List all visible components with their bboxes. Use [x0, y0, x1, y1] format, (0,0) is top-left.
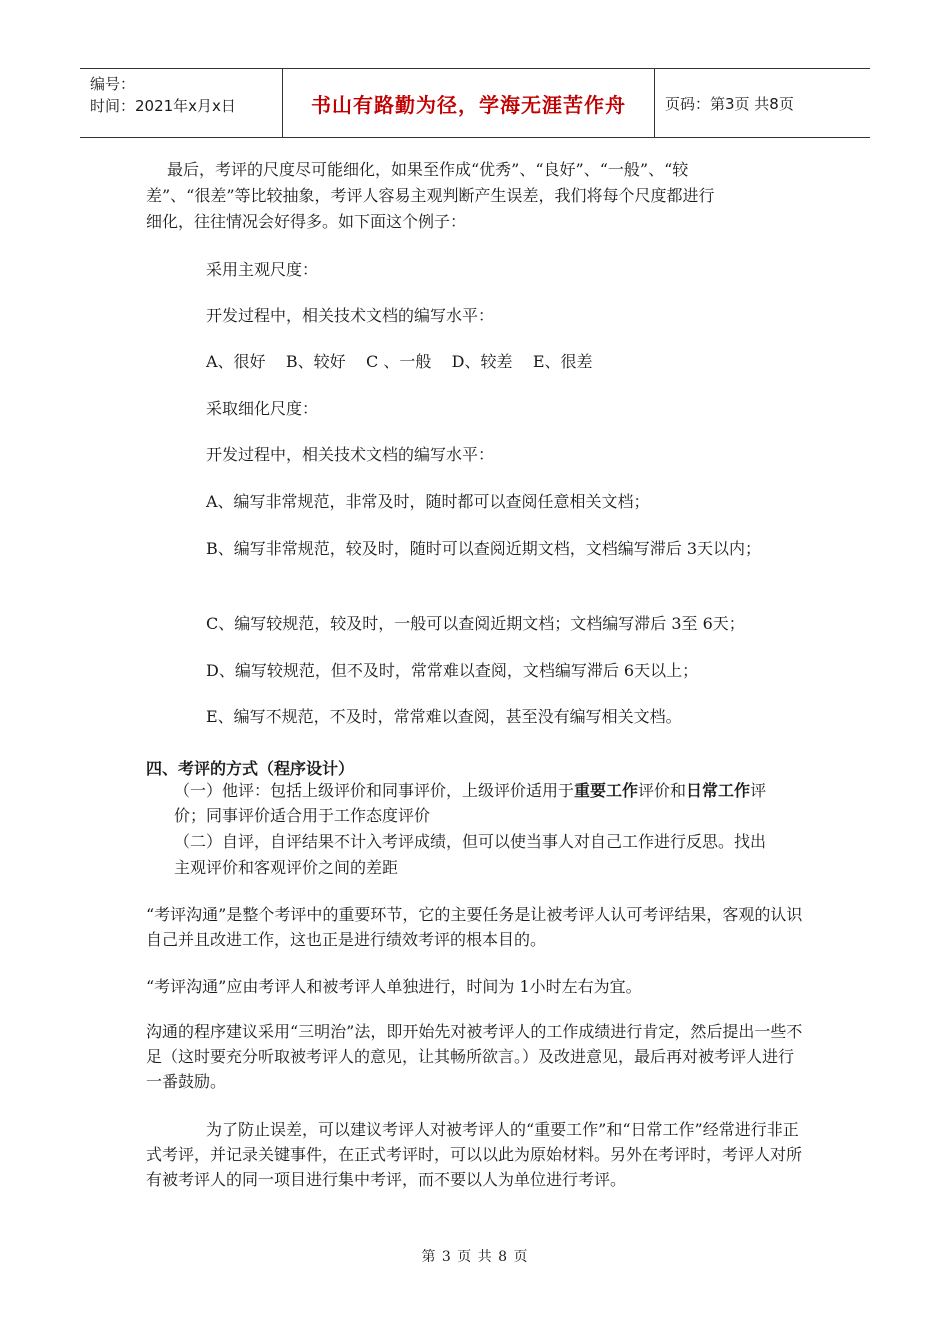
subjective-options: A、很好 B、较好 C 、一般 D、较差 E、很差	[206, 352, 593, 371]
intro-line-2: 差”、“很差”等比较抽象，考评人容易主观判断产生误差，我们将每个尺度都进行	[146, 186, 715, 205]
method-item-2-line-2: 主观评价和客观评价之间的差距	[174, 858, 399, 877]
header-page-label: 页码：第3页 共8页	[665, 94, 794, 113]
section-4-heading: 四、考评的方式（程序设计）	[146, 759, 355, 778]
refined-option-c: C、编写较规范，较及时，一般可以查阅近期文档；文档编写滞后 3至 6天；	[206, 614, 745, 633]
refined-option-b: B、编写非常规范，较及时，随时可以查阅近期文档，文档编写滞后 3天以内；	[206, 539, 762, 558]
refined-scale-title: 采取细化尺度：	[206, 399, 319, 418]
refined-option-d: D、编写较规范，但不及时，常常难以查阅，文档编写滞后 6天以上；	[206, 661, 699, 680]
method-item-1-line-2: 价；同事评价适合用于工作态度评价	[174, 806, 431, 825]
page-header	[80, 68, 870, 138]
header-motto: 书山有路勤为径，学海无涯苦作舟	[282, 69, 655, 137]
page-footer: 第 3 页 共 8 页	[421, 1249, 529, 1265]
question-1: 开发过程中，相关技术文档的编写水平：	[206, 306, 495, 325]
method-item-2-line-1: （二）自评，自评结果不计入考评成绩，但可以使当事人对自己工作进行反思。找出	[174, 832, 767, 851]
communication-paragraph-4: 为了防止误差，可以建议考评人对被考评人的“重要工作”和“日常工作”经常进行非正式考评，并记录关键事件，在正式考评时，可以以此为原始材料。另外在考评时，考评人对所有被考评人的同一项目进行集中考评，而不要以人为单位进行考评。	[146, 1120, 803, 1189]
question-2: 开发过程中，相关技术文档的编写水平：	[206, 445, 495, 464]
header-number: 编号：	[90, 75, 136, 93]
subjective-scale-title: 采用主观尺度：	[206, 260, 319, 279]
intro-line-1: 最后，考评的尺度尽可能细化，如果至作成“优秀”、“良好”、“一般”、“较	[167, 160, 689, 179]
communication-paragraph-2: “考评沟通”应由考评人和被考评人单独进行，时间为 1小时左右为宜。	[146, 977, 642, 996]
intro-line-3: 细化，往往情况会好得多。如下面这个例子：	[146, 212, 467, 231]
method-item-1-line-1: （一）他评：包括上级评价和同事评价，上级评价适用于重要工作评价和日常工作评	[174, 781, 767, 800]
refined-option-a: A、编写非常规范，非常及时，随时都可以查阅任意相关文档；	[206, 492, 650, 511]
header-meta	[80, 69, 282, 137]
header-time: 时间：2021年x月x日	[90, 97, 236, 115]
refined-option-e: E、编写不规范，不及时，常常难以查阅，甚至没有编写相关文档。	[206, 707, 682, 726]
communication-paragraph-1: “考评沟通”是整个考评中的重要环节，它的主要任务是让被考评人认可考评结果，客观的认识自己并且改进工作，这也正是进行绩效考评的根本目的。	[146, 905, 803, 949]
communication-paragraph-3: 沟通的程序建议采用“三明治”法，即开始先对被考评人的工作成绩进行肯定，然后提出一些不足（这时要充分听取被考评人的意见，让其畅所欲言。）及改进意见，最后再对被考评人进行一番鼓励。	[146, 1022, 803, 1091]
